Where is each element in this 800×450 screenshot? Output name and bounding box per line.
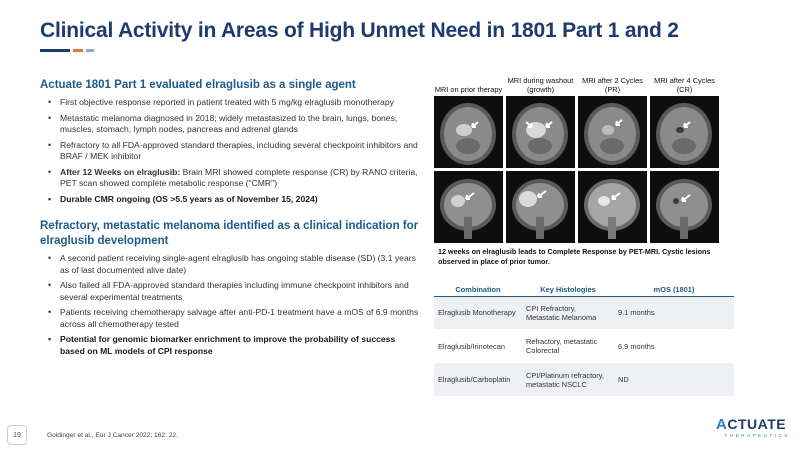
table-header: mOS (1801): [614, 276, 734, 296]
mos-table: [434, 276, 734, 396]
mri-coronal-image: [506, 171, 575, 243]
mri-label: MRI on prior therapy: [434, 85, 503, 94]
section1-bullet-bold: • Durable CMR ongoing (OS >5.5 years as of November 15, 2024): [40, 194, 420, 206]
mri-axial-image: [650, 96, 719, 168]
mri-axial-image: [434, 96, 503, 168]
mri-figure: [434, 70, 734, 243]
section2-bullet: • Patients receiving chemotherapy salvage after anti-PD-1 treatment have a mOS of 6.9 months across all chemotherapy tested: [40, 307, 420, 330]
table-header: Combination: [434, 276, 522, 296]
mri-coronal-image: [434, 171, 503, 243]
table-cell: 9.1 months: [614, 296, 734, 329]
section2-bullet-bold: • Potential for genomic biomarker enrichment to improve the probability of success based on ML models of CPI response: [40, 334, 420, 357]
table-header: Key Histologies: [522, 276, 614, 296]
page-title: Clinical Activity in Areas of High Unmet Need in 1801 Part 1 and 2: [40, 19, 679, 42]
mri-coronal-image: [578, 171, 647, 243]
figure-caption: 12 weeks on elraglusib leads to Complete Response by PET-MRI. Cystic lesions observed in place of prior tumor.: [438, 247, 711, 266]
section2-heading: Refractory, metastatic melanoma identified as a clinical indication for elraglusib development: [40, 220, 419, 247]
table-cell: Refractory, metastatic Colorectal: [522, 329, 614, 363]
table-cell: 6.9 months: [614, 329, 734, 363]
section2-bullet: • A second patient receiving single-agent elraglusib has ongoing stable disease (SD) (3.1 years as of last documented alive date): [40, 253, 420, 276]
page-number: 19: [7, 425, 27, 445]
logo-subtitle: THERAPEUTICS: [724, 433, 790, 438]
table-cell: Elraglusib/Irinotecan: [434, 329, 522, 363]
section1-heading: Actuate 1801 Part 1 evaluated elraglusib as a single agent: [40, 79, 356, 91]
title-underline: [40, 49, 94, 52]
mri-coronal-image: [650, 171, 719, 243]
table-cell: CPI Refractory, Metastatic Melanoma: [522, 296, 614, 329]
logo-wordmark: [716, 417, 790, 432]
left-text-column: [40, 78, 420, 361]
section1-bullet: • Refractory to all FDA-approved standard therapies, including several checkpoint inhibitors and BRAF / MEK inhibitor: [40, 140, 420, 163]
section2-bullets: [40, 253, 420, 357]
underline-segment-orange: [73, 49, 83, 52]
mri-label: MRI during washout (growth): [507, 76, 574, 94]
mri-image-grid: [434, 96, 734, 243]
table-cell: ND: [614, 363, 734, 396]
table-cell: Elraglusib Monotherapy: [434, 296, 522, 329]
table-cell: CPI/Platinum refractory, metastatic NSCLC: [522, 363, 614, 396]
section2-bullet: • Also failed all FDA-approved standard therapies including immune checkpoint inhibitors and several experimental treatments: [40, 280, 420, 303]
mri-axial-image: [578, 96, 647, 168]
table-row: [434, 329, 734, 363]
mri-label: MRI after 2 Cycles (PR): [582, 76, 643, 94]
section1-bullet: [40, 167, 420, 190]
footnote: Goldinger et al., Eur J Cancer 2022; 162: 22.: [47, 432, 178, 439]
table-header-row: [434, 276, 734, 296]
company-logo: [716, 417, 790, 443]
bullet-rest: Brain MRI showed complete response (CR) by RANO criteria, PET scan showed complete metabolic response ("CMR"): [60, 166, 418, 188]
table-cell: Elraglusib/Carboplatin: [434, 363, 522, 396]
logo-text: CTUATE: [727, 416, 787, 432]
mri-labels: [434, 70, 734, 94]
underline-segment-navy: [40, 49, 70, 52]
logo-letter: A: [716, 416, 728, 433]
underline-segment-gray: [86, 49, 94, 52]
section1-bullets: [40, 97, 420, 205]
table-row: [434, 296, 734, 329]
table-row: [434, 363, 734, 396]
section1-bullet: • Metastatic melanoma diagnosed in 2018; widely metastasized to the brain, lungs, bones, muscles, stomach, lymph nodes, pancreas and adrenal glands: [40, 113, 420, 136]
bullet-lead-bold: After 12 Weeks on elraglusib:: [60, 166, 181, 177]
section1-bullet: • First objective response reported in patient treated with 5 mg/kg elraglusib monotherapy: [40, 97, 420, 109]
mri-label: MRI after 4 Cycles (CR): [654, 76, 715, 94]
mri-axial-image: [506, 96, 575, 168]
